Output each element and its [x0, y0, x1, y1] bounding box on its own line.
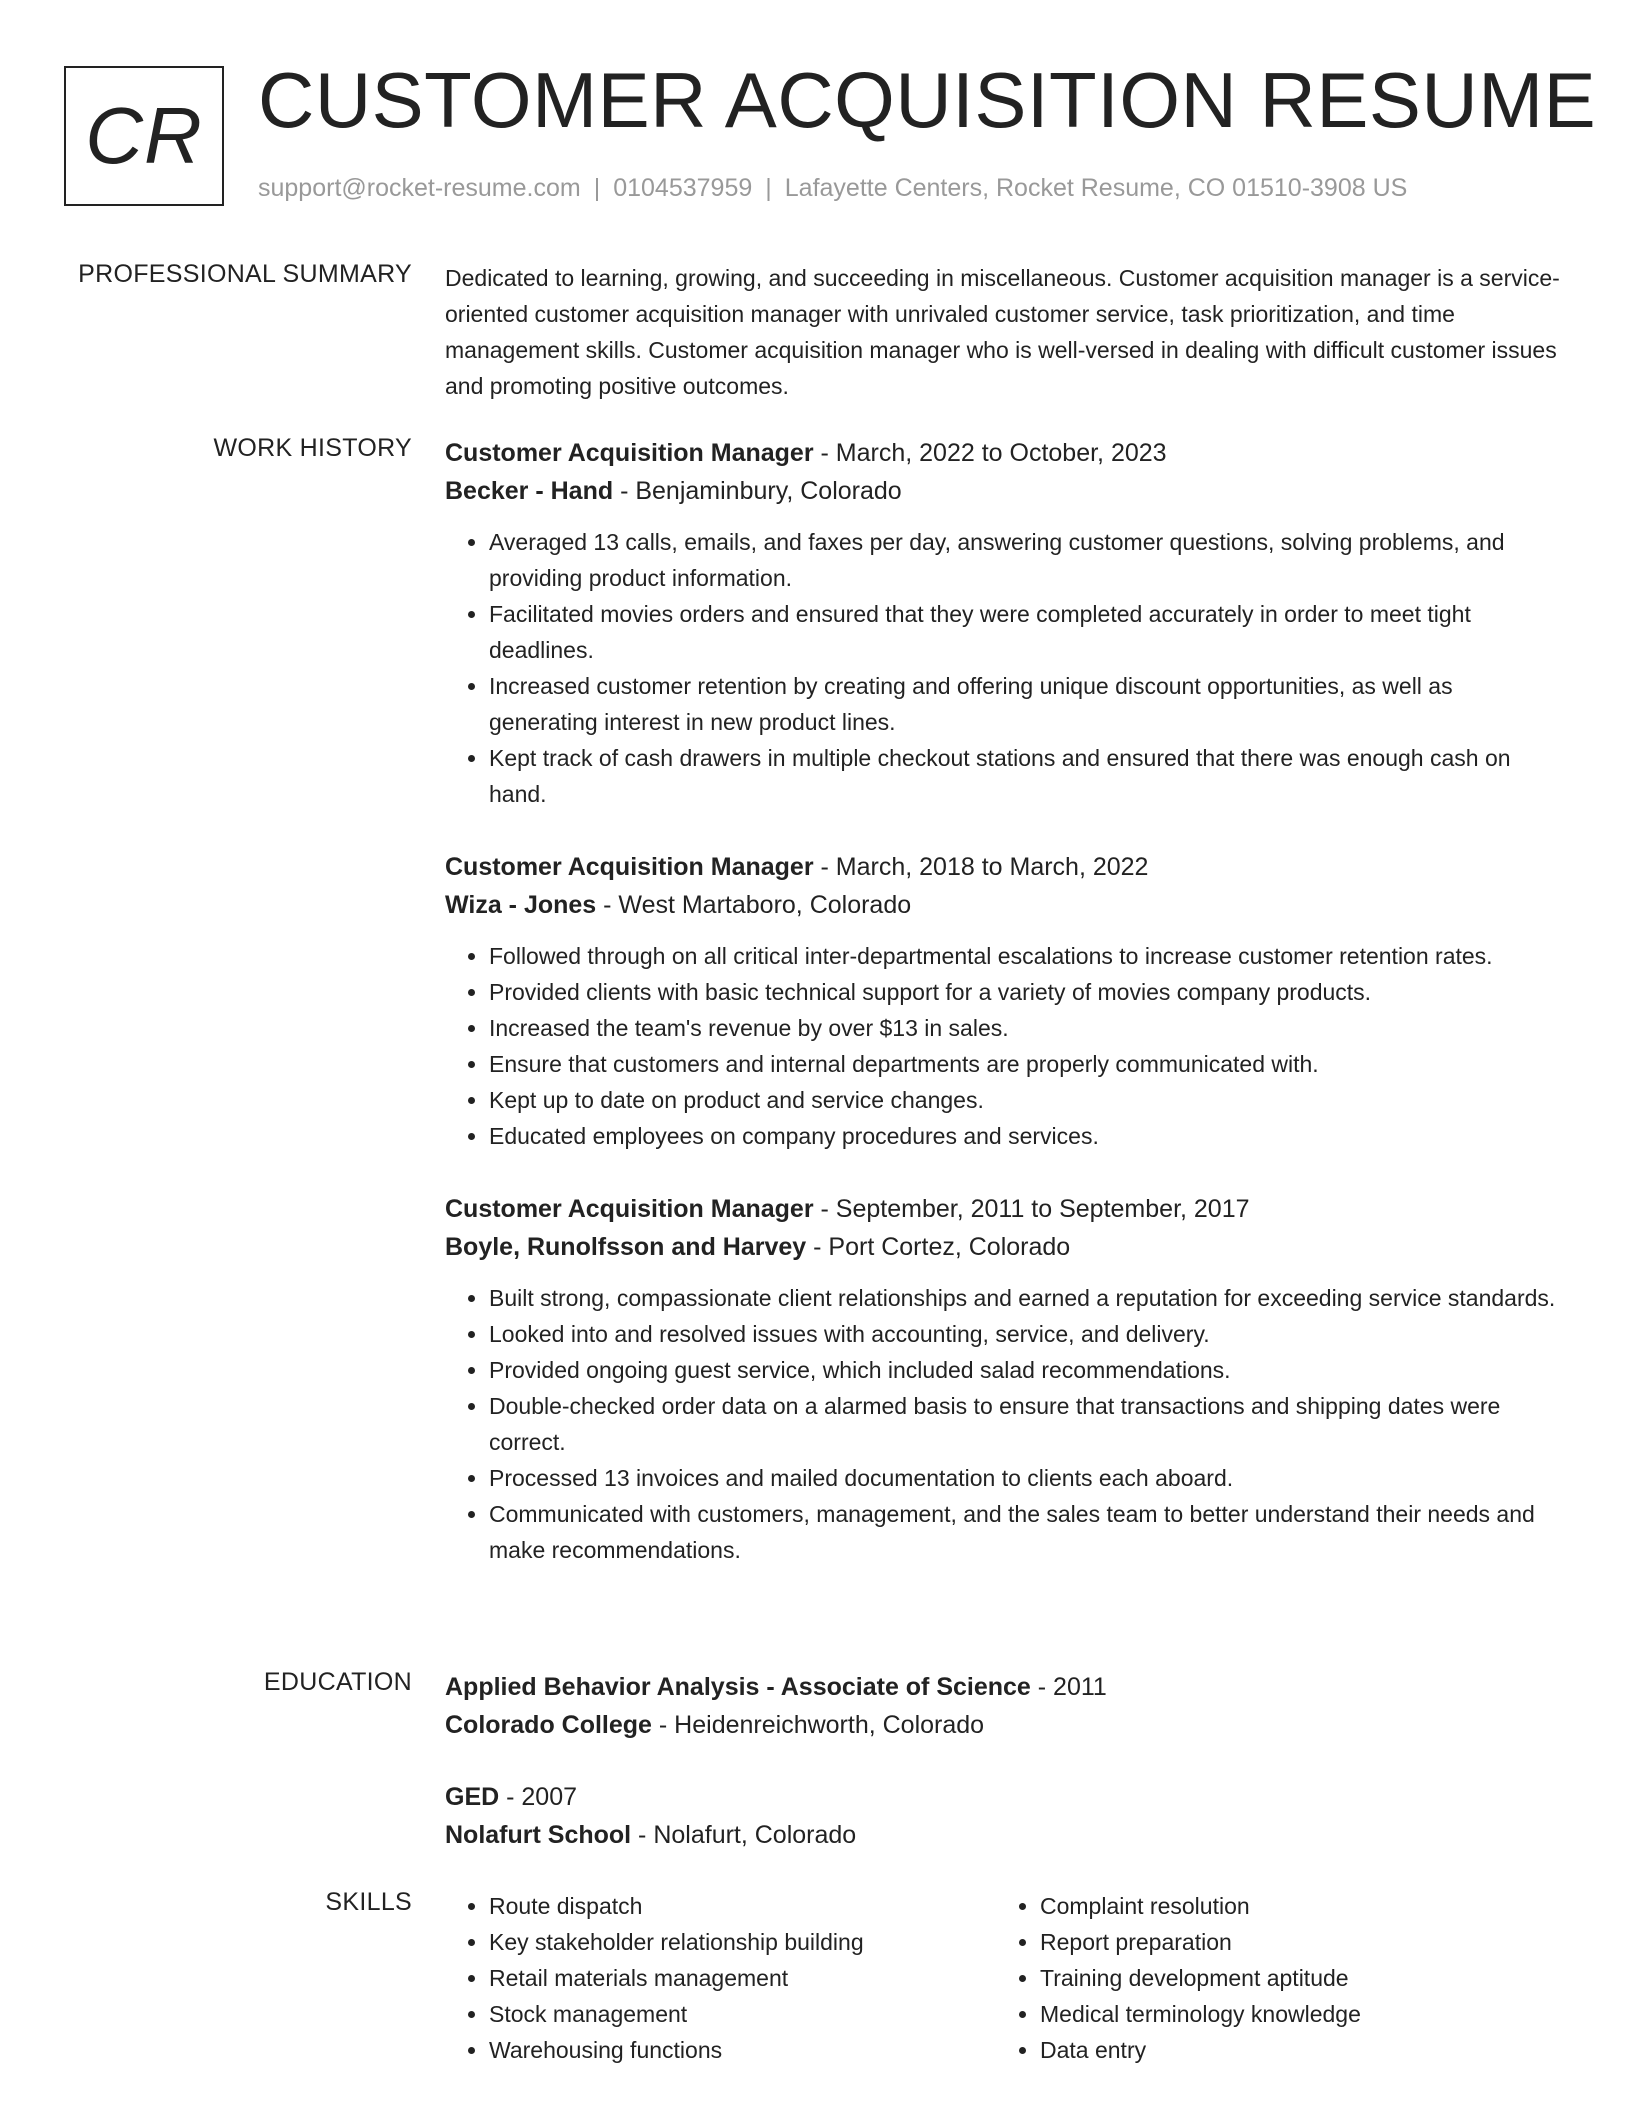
contact-separator: | — [765, 174, 772, 202]
education-entry — [445, 1668, 1560, 1744]
job-entry — [445, 848, 1560, 1154]
job-bullet: • Processed 13 invoices and mailed documentation to clients each aboard. — [489, 1460, 1560, 1496]
job-location: - West Martaboro, Colorado — [596, 891, 912, 919]
education-label: EDUCATION — [263, 1668, 412, 1696]
summary-label: PROFESSIONAL SUMMARY — [78, 260, 412, 288]
job-title: Customer Acquisition Manager — [445, 853, 814, 881]
job-bullet: • Kept track of cash drawers in multiple checkout stations and ensured that there was enough cash on hand. — [489, 740, 1560, 812]
skill-item: • Route dispatch — [489, 1888, 996, 1924]
education-school: Colorado College — [445, 1711, 652, 1739]
education-entry — [445, 1778, 1560, 1854]
summary-text: Dedicated to learning, growing, and succeeding in miscellaneous. Customer acquisition manager is a service-oriented customer acquisition manager with unrivaled customer service, task prioritization, and time management skills. Customer acquisition manager who is well-versed in dealing with difficult customer issues and promoting positive outcomes. — [445, 265, 1560, 399]
contact-separator: | — [593, 174, 601, 202]
job-company: Wiza - Jones — [445, 891, 597, 919]
skill-item: • Medical terminology knowledge — [1040, 1996, 1560, 2032]
job-bullets — [445, 1280, 1560, 1568]
job-bullet: • Double-checked order data on a alarmed basis to ensure that transactions and shipping dates were correct. — [489, 1388, 1560, 1460]
job-title: Customer Acquisition Manager — [445, 439, 814, 467]
education-year: - 2011 — [1030, 1673, 1107, 1701]
job-dates: - March, 2018 to March, 2022 — [813, 853, 1149, 881]
job-dates: - March, 2022 to October, 2023 — [813, 439, 1167, 467]
skill-item: • Report preparation — [1040, 1924, 1560, 1960]
job-bullet: • Followed through on all critical inter-departmental escalations to increase customer retention rates. — [489, 938, 1560, 974]
job-bullet: • Averaged 13 calls, emails, and faxes per day, answering customer questions, solving problems, and providing product information. — [489, 524, 1560, 596]
job-location: - Benjaminbury, Colorado — [613, 477, 902, 505]
job-company-line — [445, 886, 1560, 924]
job-company: Becker - Hand — [445, 477, 614, 505]
job-company-line — [445, 472, 1560, 510]
skill-item: • Warehousing functions — [489, 2032, 996, 2068]
skill-item: • Complaint resolution — [1040, 1888, 1560, 1924]
job-title: Customer Acquisition Manager — [445, 1195, 814, 1223]
work-history-label: WORK HISTORY — [213, 434, 412, 462]
job-bullet: • Provided clients with basic technical support for a variety of movies company products. — [489, 974, 1560, 1010]
job-bullet: • Built strong, compassionate client relationships and earned a reputation for exceeding service standards. — [489, 1280, 1560, 1316]
job-bullet: • Looked into and resolved issues with accounting, service, and delivery. — [489, 1316, 1560, 1352]
job-dates: - September, 2011 to September, 2017 — [813, 1195, 1250, 1223]
job-title-line — [445, 434, 1560, 472]
skills-body — [445, 1888, 1560, 2068]
skill-item: • Data entry — [1040, 2032, 1560, 2068]
job-location: - Port Cortez, Colorado — [806, 1233, 1071, 1261]
education-year: - 2007 — [499, 1783, 578, 1811]
skills-column-2 — [996, 1888, 1560, 2068]
education-degree: GED — [445, 1783, 500, 1811]
skill-item: • Training development aptitude — [1040, 1960, 1560, 1996]
job-bullet: • Increased customer retention by creating and offering unique discount opportunities, as well as generating interest in new product lines. — [489, 668, 1560, 740]
skills-columns — [445, 1888, 1560, 2068]
skill-item: • Key stakeholder relationship building — [489, 1924, 996, 1960]
job-bullet: • Communicated with customers, management, and the sales team to better understand their needs and make recommendations. — [489, 1496, 1560, 1568]
job-bullet: • Facilitated movies orders and ensured that they were completed accurately in order to meet tight deadlines. — [489, 596, 1560, 668]
job-company: Boyle, Runolfsson and Harvey — [445, 1233, 807, 1261]
contact-address: Lafayette Centers, Rocket Resume, CO 01510-3908 US — [784, 174, 1408, 202]
job-title-line — [445, 848, 1560, 886]
job-title-line — [445, 1190, 1560, 1228]
education-school-line — [445, 1816, 1560, 1854]
skills-label: SKILLS — [325, 1888, 412, 1916]
skill-item: • Stock management — [489, 1996, 996, 2032]
job-bullets — [445, 524, 1560, 812]
job-entry — [445, 1190, 1560, 1568]
education-school-line — [445, 1706, 1560, 1744]
contact-line — [258, 174, 1407, 203]
job-bullet: • Educated employees on company procedures and services. — [489, 1118, 1560, 1154]
job-entry — [445, 434, 1560, 812]
job-bullet: • Provided ongoing guest service, which included salad recommendations. — [489, 1352, 1560, 1388]
job-company-line — [445, 1228, 1560, 1266]
education-degree-line — [445, 1668, 1560, 1706]
job-bullet: • Kept up to date on product and service changes. — [489, 1082, 1560, 1118]
education-school: Nolafurt School — [445, 1821, 632, 1849]
skill-item: • Retail materials management — [489, 1960, 996, 1996]
education-location: - Nolafurt, Colorado — [631, 1821, 857, 1849]
skills-column-1 — [445, 1888, 996, 2068]
page-title: CUSTOMER ACQUISITION RESUME — [258, 56, 1597, 144]
education-degree: Applied Behavior Analysis - Associate of Science — [445, 1673, 1031, 1701]
job-bullets — [445, 938, 1560, 1154]
job-bullet: • Ensure that customers and internal departments are properly communicated with. — [489, 1046, 1560, 1082]
contact-phone: 0104537959 — [613, 174, 753, 202]
education-location: - Heidenreichworth, Colorado — [651, 1711, 985, 1739]
contact-email: support@rocket-resume.com — [258, 174, 581, 202]
summary-body — [445, 260, 1560, 404]
monogram-logo: CR — [64, 66, 224, 206]
job-bullet: • Increased the team's revenue by over $13 in sales. — [489, 1010, 1560, 1046]
education-body — [445, 1668, 1560, 1888]
education-degree-line — [445, 1778, 1560, 1816]
work-history-body — [445, 434, 1560, 1604]
